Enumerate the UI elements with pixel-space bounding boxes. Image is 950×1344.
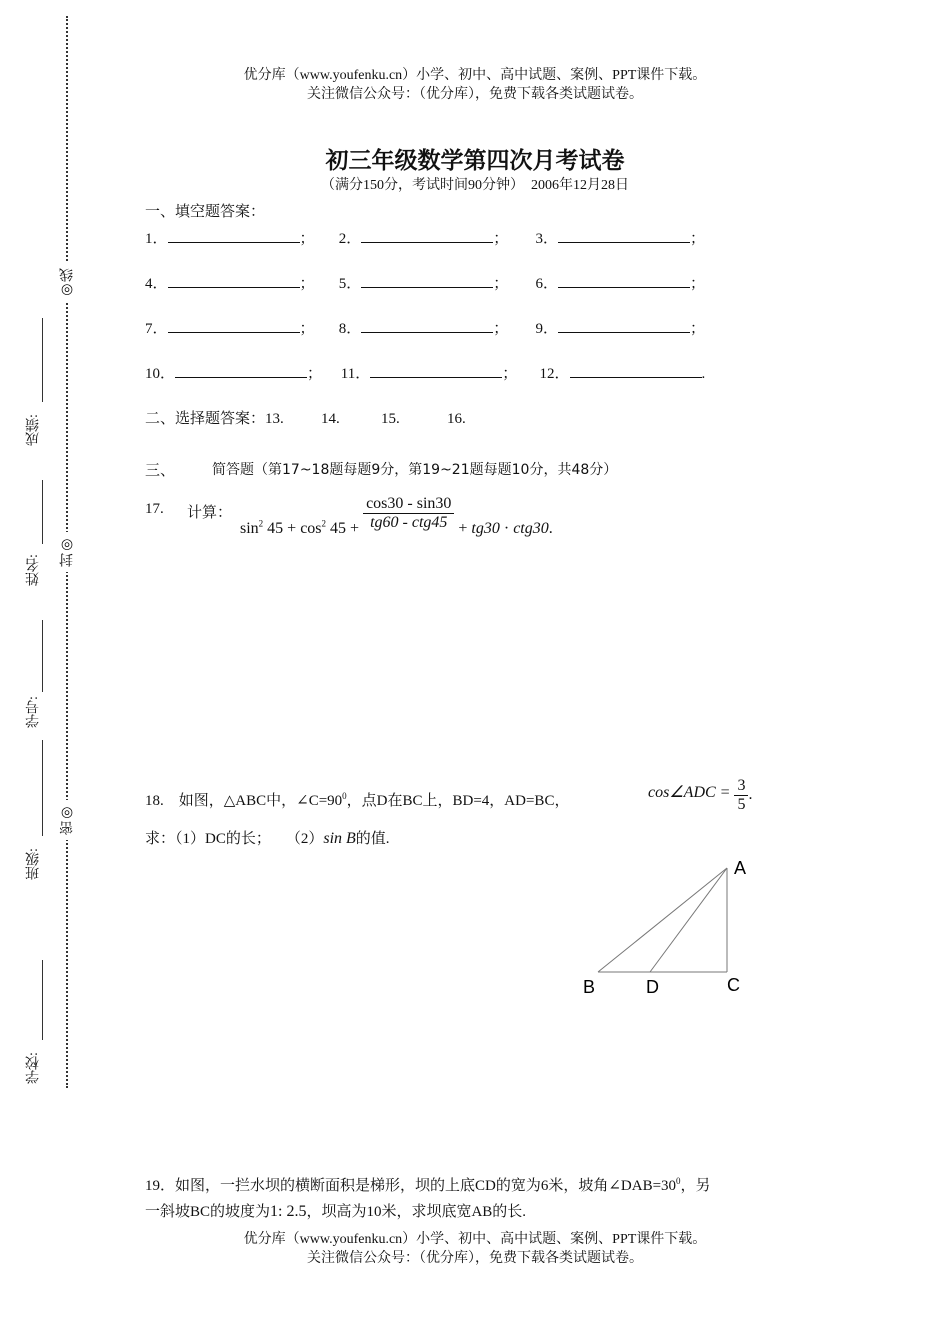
section1-heading: 一、填空题答案： [145, 204, 266, 220]
section3-heading: 简答题（第17~18题每题9分，第19~21题每题10分，共48分） [212, 462, 618, 478]
answer-blank-1[interactable] [168, 228, 300, 243]
triangle-figure [570, 850, 780, 1000]
answer-end: ； [307, 366, 323, 382]
school-line [42, 960, 43, 1040]
answer-num: 1． [145, 231, 168, 247]
q17-expression [240, 495, 553, 538]
student-no-label: 学号: [26, 696, 41, 728]
q17-sin-arg: 45 [267, 520, 284, 538]
answer-row-3 [145, 317, 705, 338]
q18-line-2 [145, 827, 390, 848]
answer-row-4 [145, 362, 705, 383]
answer-num: 12． [539, 366, 570, 382]
header-line-2: 关注微信公众号：（优分库），免费下载各类试题试卷。 [307, 87, 643, 102]
answer-end: ； [299, 321, 315, 337]
choice-16[interactable]: 16. [447, 411, 466, 427]
point-A-label: A [734, 858, 747, 878]
answer-end: ； [299, 231, 315, 247]
q18-fraction [734, 777, 748, 814]
q18-text-b: ，点D在BC上，BD=4，AD=BC， [346, 793, 570, 809]
q17-sin: sin [240, 520, 259, 538]
answer-blank-9[interactable] [558, 318, 690, 333]
q19-text-a: 19．如图，一拦水坝的横断面积是梯形，坝的上底CD的宽为6米，坡角∠DAB=30 [145, 1178, 677, 1194]
answer-num: 7． [145, 321, 168, 337]
section3-num: 三、 [145, 463, 176, 479]
q19-line-2 [145, 1200, 526, 1221]
header-line-1: 优分库（www.youfenku.cn）小学、初中、高中试题、案例、PPT课件下载。 [243, 68, 707, 83]
q17-plus-2: + [350, 520, 360, 538]
answer-end: ； [690, 231, 706, 247]
answer-blank-10[interactable] [175, 363, 307, 378]
q18-cos-text: cos∠ADC = [648, 784, 731, 802]
q18-frac-num: 3 [734, 777, 748, 796]
answer-end: ； [493, 321, 509, 337]
answer-num: 6． [535, 276, 559, 292]
q18-cos-expr [648, 777, 752, 814]
q17-sin-exp: 2 [258, 518, 264, 529]
footer-line-1: 优分库（www.youfenku.cn）小学、初中、高中试题、案例、PPT课件下载。 [243, 1232, 707, 1247]
answer-blank-4[interactable] [168, 273, 300, 288]
q19-text-b: ，另 [680, 1178, 711, 1194]
exam-subtitle: （满分150分，考试时间90分钟） 2006年12月28日 [321, 178, 629, 193]
q19-degree: 0 [676, 1176, 681, 1186]
q17-label: 计算： [187, 505, 233, 521]
answer-blank-11[interactable] [370, 363, 502, 378]
q17-ctg30: ctg30 [513, 520, 549, 538]
q17-frac-den: tg60 - ctg45 [370, 514, 448, 531]
q18-text-a: 18. 如图，△ABC中，∠C=90 [145, 793, 343, 809]
section2-row [145, 407, 487, 428]
point-B-label: B [583, 977, 596, 997]
answer-end: ； [690, 321, 706, 337]
q17-cos: cos [300, 520, 322, 538]
answer-num: 3． [535, 231, 559, 247]
class-line [42, 740, 43, 836]
q17-cos-exp: 2 [321, 518, 327, 529]
exam-title: 初三年级数学第四次月考试卷 [325, 148, 625, 174]
answer-end: ； [690, 276, 706, 292]
q17-cos-arg: 45 [330, 520, 347, 538]
point-C-label: C [727, 975, 740, 995]
answer-row-1 [145, 227, 705, 248]
answer-blank-3[interactable] [558, 228, 690, 243]
answer-num: 11． [340, 366, 371, 382]
q18-degree: 0 [342, 791, 347, 801]
seal-line-mark: ◎线 [58, 263, 78, 303]
q19-line-1 [145, 1174, 711, 1195]
answer-num: 8． [338, 321, 362, 337]
seal-mi-mark: 密◎ [58, 800, 78, 840]
q17-tg30: tg30 [471, 520, 500, 538]
name-label: 姓名: [26, 554, 41, 586]
q17-fraction [363, 495, 454, 532]
answer-num: 5． [338, 276, 362, 292]
student-no-line [42, 620, 43, 692]
q17-dot: · [503, 520, 510, 538]
answer-end: ； [299, 276, 315, 292]
answer-blank-2[interactable] [361, 228, 493, 243]
footer-line-2: 关注微信公众号：（优分库），免费下载各类试题试卷。 [307, 1251, 643, 1266]
q19-ratio: 1: 2.5 [270, 1203, 307, 1220]
score-label: 成绩: [26, 414, 41, 446]
answer-blank-12[interactable] [570, 363, 702, 378]
answer-num: 2． [338, 231, 362, 247]
q17-plus-1: + [287, 520, 297, 538]
section2-heading: 二、选择题答案： [145, 411, 266, 427]
q17-number: 17. [145, 501, 164, 517]
answer-blank-7[interactable] [168, 318, 300, 333]
q19-text-d: ，坝高为10米，求坝底宽AB的长. [306, 1204, 527, 1220]
segment-AB [598, 868, 727, 972]
class-label: 班级: [26, 848, 41, 880]
q18-frac-den: 5 [737, 796, 746, 813]
q17-end: . [548, 520, 553, 538]
q17-frac-num: cos30 - sin30 [363, 495, 454, 514]
answer-end: . [701, 366, 706, 382]
seal-feng-mark: 封◎ [58, 532, 78, 572]
q17-plus-3: + [458, 520, 468, 538]
answer-num: 4． [145, 276, 168, 292]
answer-blank-8[interactable] [361, 318, 493, 333]
q19-text-c: 一斜坡BC的坡度为 [145, 1204, 271, 1220]
answer-num: 10． [145, 366, 176, 382]
segment-AD [650, 868, 727, 972]
answer-end: ； [502, 366, 518, 382]
answer-blank-6[interactable] [558, 273, 690, 288]
answer-end: ； [493, 231, 509, 247]
name-line [42, 480, 43, 544]
answer-blank-5[interactable] [361, 273, 493, 288]
choice-15[interactable]: 15. [381, 411, 400, 427]
q18-ask: 求：（1）DC的长； （2） [145, 831, 324, 847]
q18-ask-end: 的值. [355, 831, 390, 847]
q18-line-1 [145, 789, 569, 810]
school-label: 学校: [26, 1052, 41, 1084]
q18-sinB: sin B [323, 830, 356, 847]
choice-13[interactable]: 13. [265, 411, 284, 427]
answer-row-2 [145, 272, 705, 293]
choice-14[interactable]: 14. [321, 411, 340, 427]
answer-end: ； [493, 276, 509, 292]
q18-end: . [748, 786, 753, 804]
point-D-label: D [646, 977, 659, 997]
answer-num: 9． [535, 321, 559, 337]
score-line [42, 318, 43, 402]
